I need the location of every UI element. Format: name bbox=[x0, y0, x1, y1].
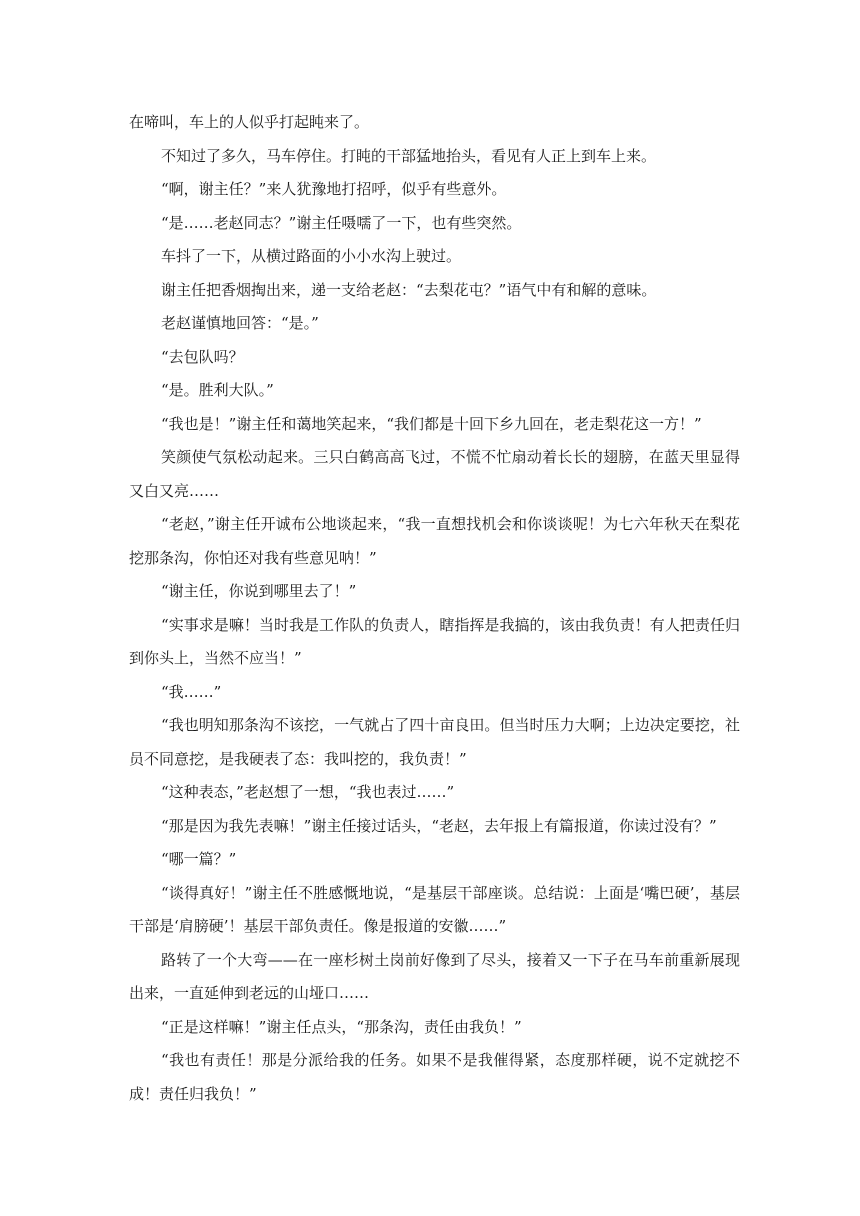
paragraph-17: “这种表态，”老赵想了一想，“我也表过……” bbox=[161, 783, 455, 801]
paragraph-18: “那是因为我先表嘛！”谢主任接过话头，“老赵，去年报上有篇报道，你读过没有？” bbox=[161, 816, 717, 835]
paragraph-21: 路转了一个大弯——在一座杉树土岗前好像到了尽头，接着又一下子在马车前重新展现出来，一直延伸到老远的山垭口…… bbox=[129, 950, 740, 1002]
paragraph-15: “我……” bbox=[161, 682, 222, 701]
paragraph-11: 笑颜使气氛松动起来。三只白鹤高高飞过，不慌不忙扇动着长长的翅膀，在蓝天里显得又白又亮…… bbox=[129, 448, 740, 500]
paragraph-1: 在啼叫，车上的人似乎打起盹来了。 bbox=[129, 113, 370, 131]
paragraph-16: “我也明知那条沟不该挖，一气就占了四十亩良田。但当时压力大啊；上边决定要挖，社员不同意挖，是我硬表了态：我叫挖的，我负责！” bbox=[129, 716, 740, 768]
paragraph-6: 谢主任把香烟掏出来，递一支给老赵：“去梨花屯？”语气中有和解的意味。 bbox=[161, 280, 657, 299]
paragraph-5: 车抖了一下，从横过路面的小小水沟上驶过。 bbox=[161, 247, 462, 265]
paragraph-8: “去包队吗？ bbox=[161, 347, 244, 366]
paragraph-13: “谢主任，你说到哪里去了！” bbox=[161, 582, 357, 600]
paragraph-3: “啊，谢主任？”来人犹豫地打招呼，似乎有些意外。 bbox=[161, 180, 507, 198]
paragraph-19: “哪一篇？” bbox=[161, 850, 237, 868]
paragraph-14: “实事求是嘛！当时我是工作队的负责人，瞎指挥是我搞的，该由我负责！有人把责任归到你头上，当然不应当！” bbox=[129, 615, 740, 667]
paragraph-9: “是。胜利大队。” bbox=[161, 381, 274, 399]
paragraph-7: 老赵谨慎地回答：“是。” bbox=[161, 314, 319, 332]
paragraph-4: “是……老赵同志？”谢主任嗫嚅了一下，也有些突然。 bbox=[161, 213, 522, 232]
paragraph-10: “我也是！”谢主任和蔼地笑起来，“我们都是十回下乡九回在，老走梨花这一方！” bbox=[161, 414, 702, 433]
paragraph-2: 不知过了多久，马车停住。打盹的干部猛地抬头，看见有人正上到车上来。 bbox=[161, 146, 657, 165]
paragraph-12: “老赵，”谢主任开诚布公地谈起来，“我一直想找机会和你谈谈呢！为七六年秋天在梨花挖那条沟，你怕还对我有些意见呐！” bbox=[129, 515, 740, 567]
paragraph-20: “谈得真好！”谢主任不胜感慨地说，“是基层干部座谈。总结说：上面是‘嘴巴硬’，基层干部是‘肩膀硬’！基层干部负责任。像是报道的安徽……” bbox=[129, 883, 740, 935]
paragraph-22: “正是这样嘛！”谢主任点头，“那条沟，责任由我负！” bbox=[161, 1017, 522, 1036]
paragraph-23: “我也有责任！那是分派给我的任务。如果不是我催得紧，态度那样硬，说不定就挖不成！责任归我负！” bbox=[129, 1051, 740, 1103]
